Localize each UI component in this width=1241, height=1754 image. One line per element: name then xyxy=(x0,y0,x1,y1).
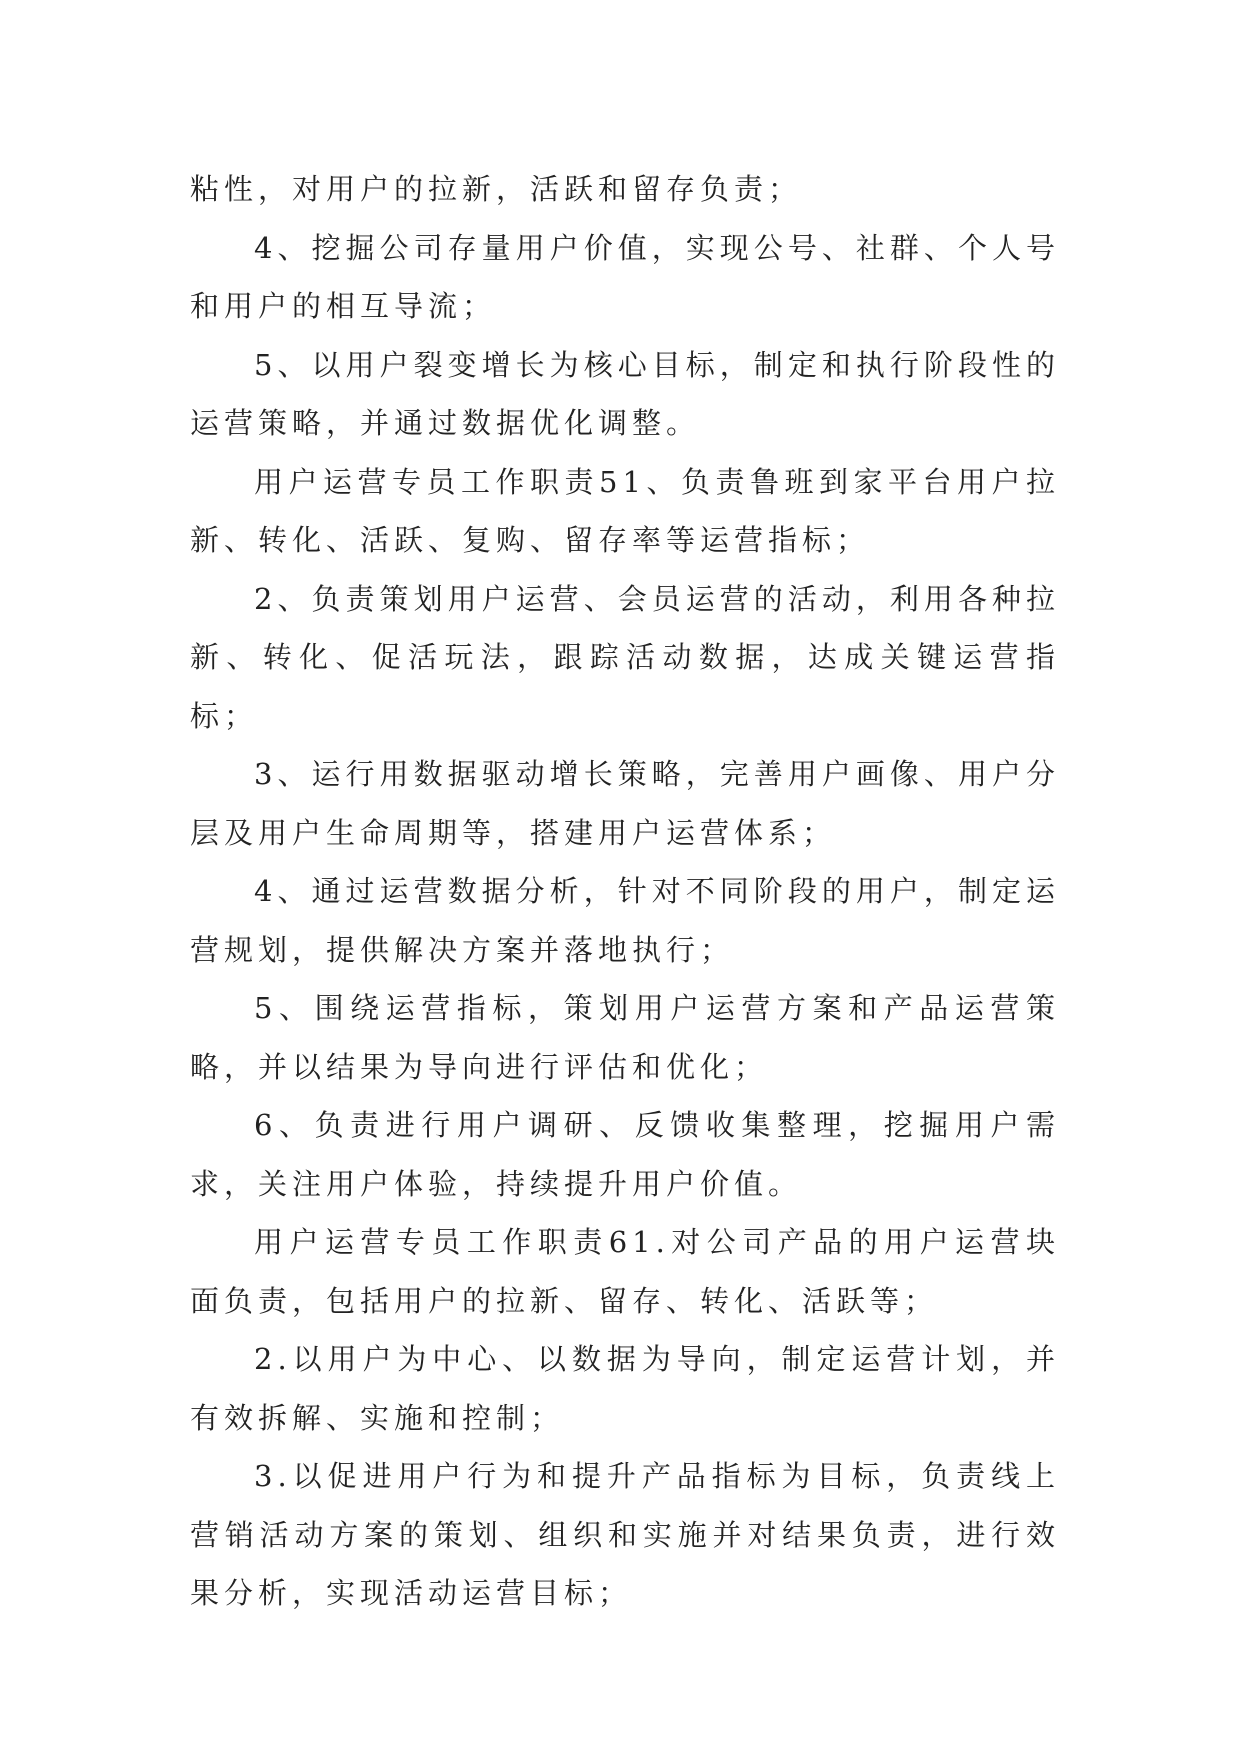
paragraph: 用户运营专员工作职责51、负责鲁班到家平台用户拉新、转化、活跃、复购、留存率等运营指标； xyxy=(190,464,1060,557)
paragraph: 5、围绕运营指标，策划用户运营方案和产品运营策略，并以结果为导向进行评估和优化； xyxy=(190,991,1060,1084)
paragraph: 3、运行用数据驱动增长策略，完善用户画像、用户分层及用户生命周期等，搭建用户运营体系； xyxy=(190,757,1060,850)
paragraph: 4、通过运营数据分析，针对不同阶段的用户，制定运营规划，提供解决方案并落地执行； xyxy=(190,874,1060,967)
paragraph: 5、以用户裂变增长为核心目标，制定和执行阶段性的运营策略，并通过数据优化调整。 xyxy=(190,347,1060,440)
paragraph: 4、挖掘公司存量用户价值，实现公号、社群、个人号和用户的相互导流； xyxy=(190,230,1060,323)
document-body xyxy=(190,160,1060,1623)
paragraph: 6、负责进行用户调研、反馈收集整理，挖掘用户需求，关注用户体验，持续提升用户价值。 xyxy=(190,1108,1060,1201)
paragraph: 2.以用户为中心、以数据为导向，制定运营计划，并有效拆解、实施和控制； xyxy=(190,1342,1060,1435)
paragraph-continuation: 粘性，对用户的拉新，活跃和留存负责； xyxy=(190,172,803,206)
paragraph: 用户运营专员工作职责61.对公司产品的用户运营块面负责，包括用户的拉新、留存、转化、活跃等； xyxy=(190,1225,1060,1318)
paragraph: 3.以促进用户行为和提升产品指标为目标，负责线上营销活动方案的策划、组织和实施并对结果负责，进行效果分析，实现活动运营目标； xyxy=(190,1459,1060,1610)
paragraph: 2、负责策划用户运营、会员运营的活动，利用各种拉新、转化、促活玩法，跟踪活动数据，达成关键运营指标； xyxy=(190,581,1060,733)
